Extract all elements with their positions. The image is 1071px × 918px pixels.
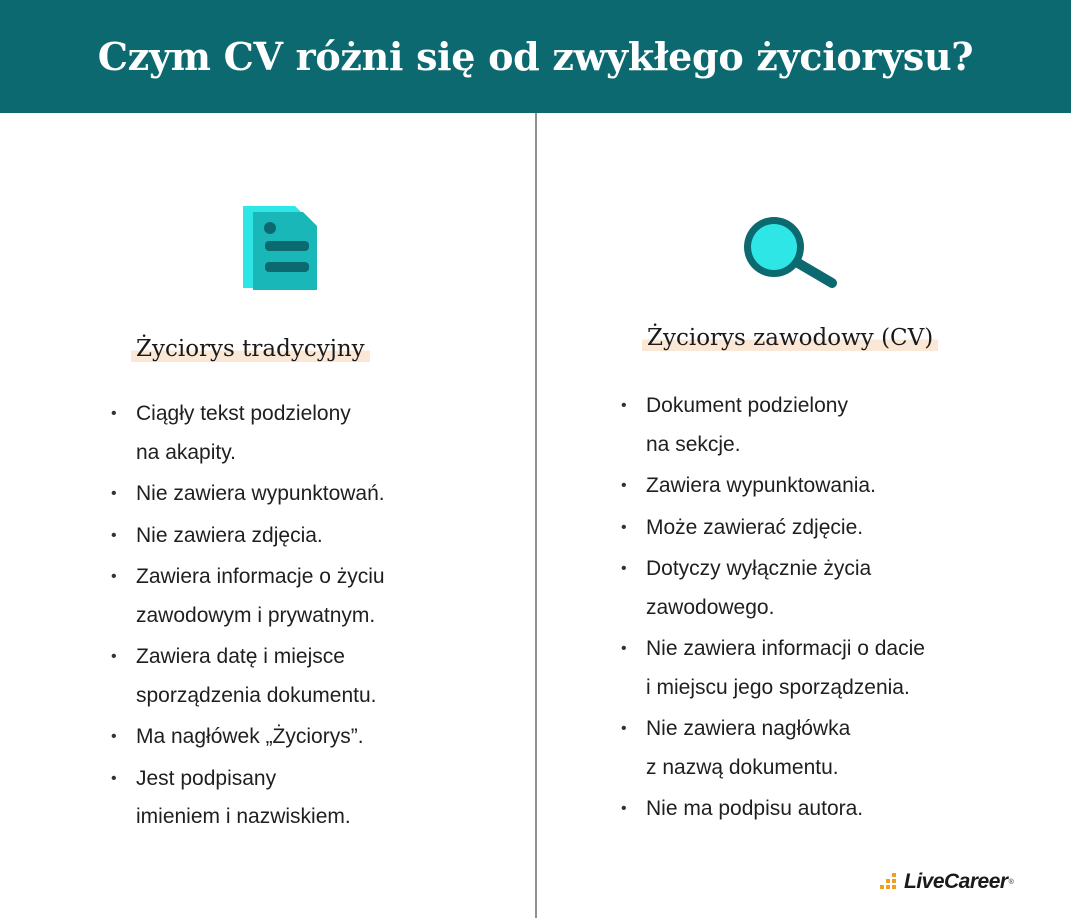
document-icon (241, 204, 319, 292)
left-column-title: Życiorys tradycyjny (131, 336, 370, 362)
list-item: • Nie zawiera zdjęcia. (111, 517, 521, 556)
livecareer-logo (878, 870, 1014, 894)
right-bullet-list (621, 387, 1041, 832)
left-bullet-list (111, 395, 521, 840)
list-item: • Nie ma podpisu autora. (621, 790, 1041, 829)
logo-text: LiveCareer (904, 870, 1008, 893)
list-item: • Nie zawiera nagłówka z nazwą dokumentu. (621, 710, 1041, 787)
list-item: • Może zawierać zdjęcie. (621, 509, 1041, 548)
list-item: • Zawiera informacje o życiu zawodowym i prywatnym. (111, 558, 521, 635)
list-item: • Zawiera wypunktowania. (621, 467, 1041, 506)
column-divider (535, 113, 537, 918)
right-column-title: Życiorys zawodowy (CV) (642, 325, 938, 351)
list-item: • Ma nagłówek „Życiorys”. (111, 718, 521, 757)
list-item: • Zawiera datę i miejsce sporządzenia dokumentu. (111, 638, 521, 715)
list-item: • Nie zawiera informacji o dacie i miejscu jego sporządzenia. (621, 630, 1041, 707)
logo-mark-icon (878, 873, 902, 891)
list-item: • Dokument podzielony na sekcje. (621, 387, 1041, 464)
list-item: • Dotyczy wyłącznie życia zawodowego. (621, 550, 1041, 627)
magnifier-icon (738, 211, 838, 289)
list-item: • Jest podpisany imieniem i nazwiskiem. (111, 760, 521, 837)
page-title: Czym CV różni się od zwykłego życiorysu? (97, 34, 974, 79)
header-banner (0, 0, 1071, 113)
list-item: • Ciągły tekst podzielony na akapity. (111, 395, 521, 472)
trademark-mark: ® (1008, 878, 1014, 886)
list-item: • Nie zawiera wypunktowań. (111, 475, 521, 514)
